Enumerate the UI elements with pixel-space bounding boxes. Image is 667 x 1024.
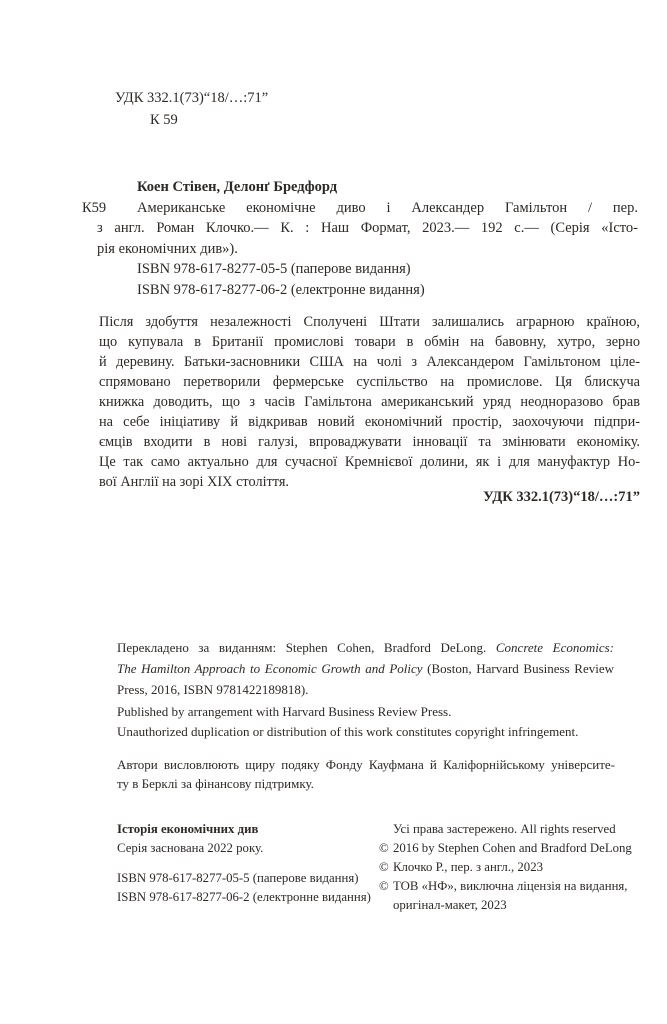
udk-index-top: [115, 87, 268, 131]
annotation-line: що купувала в Британії промислові товари в обмін на бавовну, хутро, зерно: [99, 334, 640, 350]
annotation-line: на себе ініціативу й відкривав новий економічний простір, заохочуючи підпри-: [99, 414, 640, 430]
annotation-line: ємців входити в нові галузі, впроваджувати інновації та змінювати економіку.: [99, 434, 640, 450]
copyright-symbol: ©: [379, 879, 389, 893]
translation-line: [117, 637, 614, 658]
copyright-line: [379, 896, 624, 915]
isbn-electronic: ISBN 978-617-8277-06-2 (електронне видання): [117, 890, 371, 904]
acknowledgement-line: Автори висловлюють щиру подяку Фонду Кауфмана й Каліфорнійському університе-: [117, 757, 615, 772]
catalog-entry: [82, 177, 638, 300]
isbn-paper: ISBN 978-617-8277-05-5 (паперове видання): [117, 871, 359, 885]
annotation-line: вої Англії на зорі XIX століття.: [99, 474, 290, 490]
copyright-symbol: ©: [379, 860, 389, 874]
copyright-symbol: [379, 896, 393, 915]
copyright-symbol: [379, 820, 393, 839]
annotation-line: й деревину. Батьки-засновники США на чолі з Александером Гамільтоном ціле-: [99, 354, 640, 370]
author-mark-hanging: К59: [82, 199, 107, 216]
copyright-line: [379, 877, 628, 896]
udk-index-bottom: [99, 489, 640, 506]
rights-line: Published by arrangement with Harvard Business Review Press.: [117, 704, 452, 719]
author-mark: К 59: [150, 112, 178, 128]
catalog-line: рія економічних див»).: [97, 240, 238, 257]
copyright-text: оригінал-макет, 2023: [393, 898, 507, 912]
copyright-text: Клочко Р., пер. з англ., 2023: [393, 860, 543, 874]
acknowledgement-note: [117, 755, 615, 793]
copyright-line: [379, 839, 632, 858]
translation-source-note: [117, 637, 614, 700]
annotation-paragraph: [99, 312, 640, 492]
translation-line: [117, 658, 614, 679]
copyright-text: 2016 by Stephen Cohen and Bradford DeLong: [393, 841, 632, 855]
udk-number: УДК 332.1(73)“18/…:71”: [483, 489, 640, 505]
copyright-text: Усі права застережено. All rights reserved: [393, 822, 616, 836]
rights-notice: [117, 702, 614, 742]
catalog-line: [82, 198, 638, 219]
copyright-symbol: ©: [379, 841, 389, 855]
rights-line: Unauthorized duplication or distribution of this work constitutes copyright infringement.: [117, 724, 579, 739]
copyright-text: ТОВ «НФ», виключна ліцензія на видання,: [393, 879, 628, 893]
acknowledgement-line: ту в Берклі за фінансову підтримку.: [117, 776, 314, 791]
isbn-electronic: ISBN 978-617-8277-06-2 (електронне видання): [137, 281, 425, 298]
catalog-title-text: Американське економічне диво і Александер Гамільтон / пер.: [137, 199, 638, 216]
author-heading: Коен Стівен, Делонґ Бредфорд: [137, 179, 338, 195]
copyright-info-column: [379, 820, 632, 915]
translation-text: (Boston, Harvard Business Review: [422, 661, 614, 676]
series-founded: Серія заснована 2022 року.: [117, 841, 264, 855]
annotation-line: книжка доводить, що з часів Гамільтона американський уряд неодноразово брав: [99, 394, 640, 410]
annotation-line: Після здобуття незалежності Сполучені Штати залишались аграрною країною,: [99, 314, 640, 330]
spacer: [117, 858, 387, 869]
series-title: Історія економічних див: [117, 822, 259, 836]
udk-number: УДК 332.1(73)“18/…:71”: [115, 90, 269, 106]
translation-text: Перекладено за виданням: Stephen Cohen, Bradford DeLong.: [117, 640, 496, 655]
source-title-italic: Concrete Economics:: [495, 640, 614, 655]
annotation-line: Це так само актуально для сучасної Кремнієвої долини, як і для мануфактур Но-: [99, 454, 640, 470]
series-info-column: [117, 820, 387, 907]
source-title-italic: The Hamilton Approach to Economic Growth and Policy: [117, 661, 423, 676]
copyright-line: [379, 820, 624, 839]
copyright-line: [379, 858, 624, 877]
translation-line: Press, 2016, ISBN 9781422189818).: [117, 682, 309, 697]
annotation-line: спрямовано перетворили фермерське суспільство на промислове. Ця блискуча: [99, 374, 640, 390]
catalog-line: з англ. Роман Клочко.— К. : Наш Формат, 2023.— 192 с.— (Серія «Істо-: [97, 220, 638, 236]
isbn-paper: ISBN 978-617-8277-05-5 (паперове видання): [137, 261, 411, 277]
